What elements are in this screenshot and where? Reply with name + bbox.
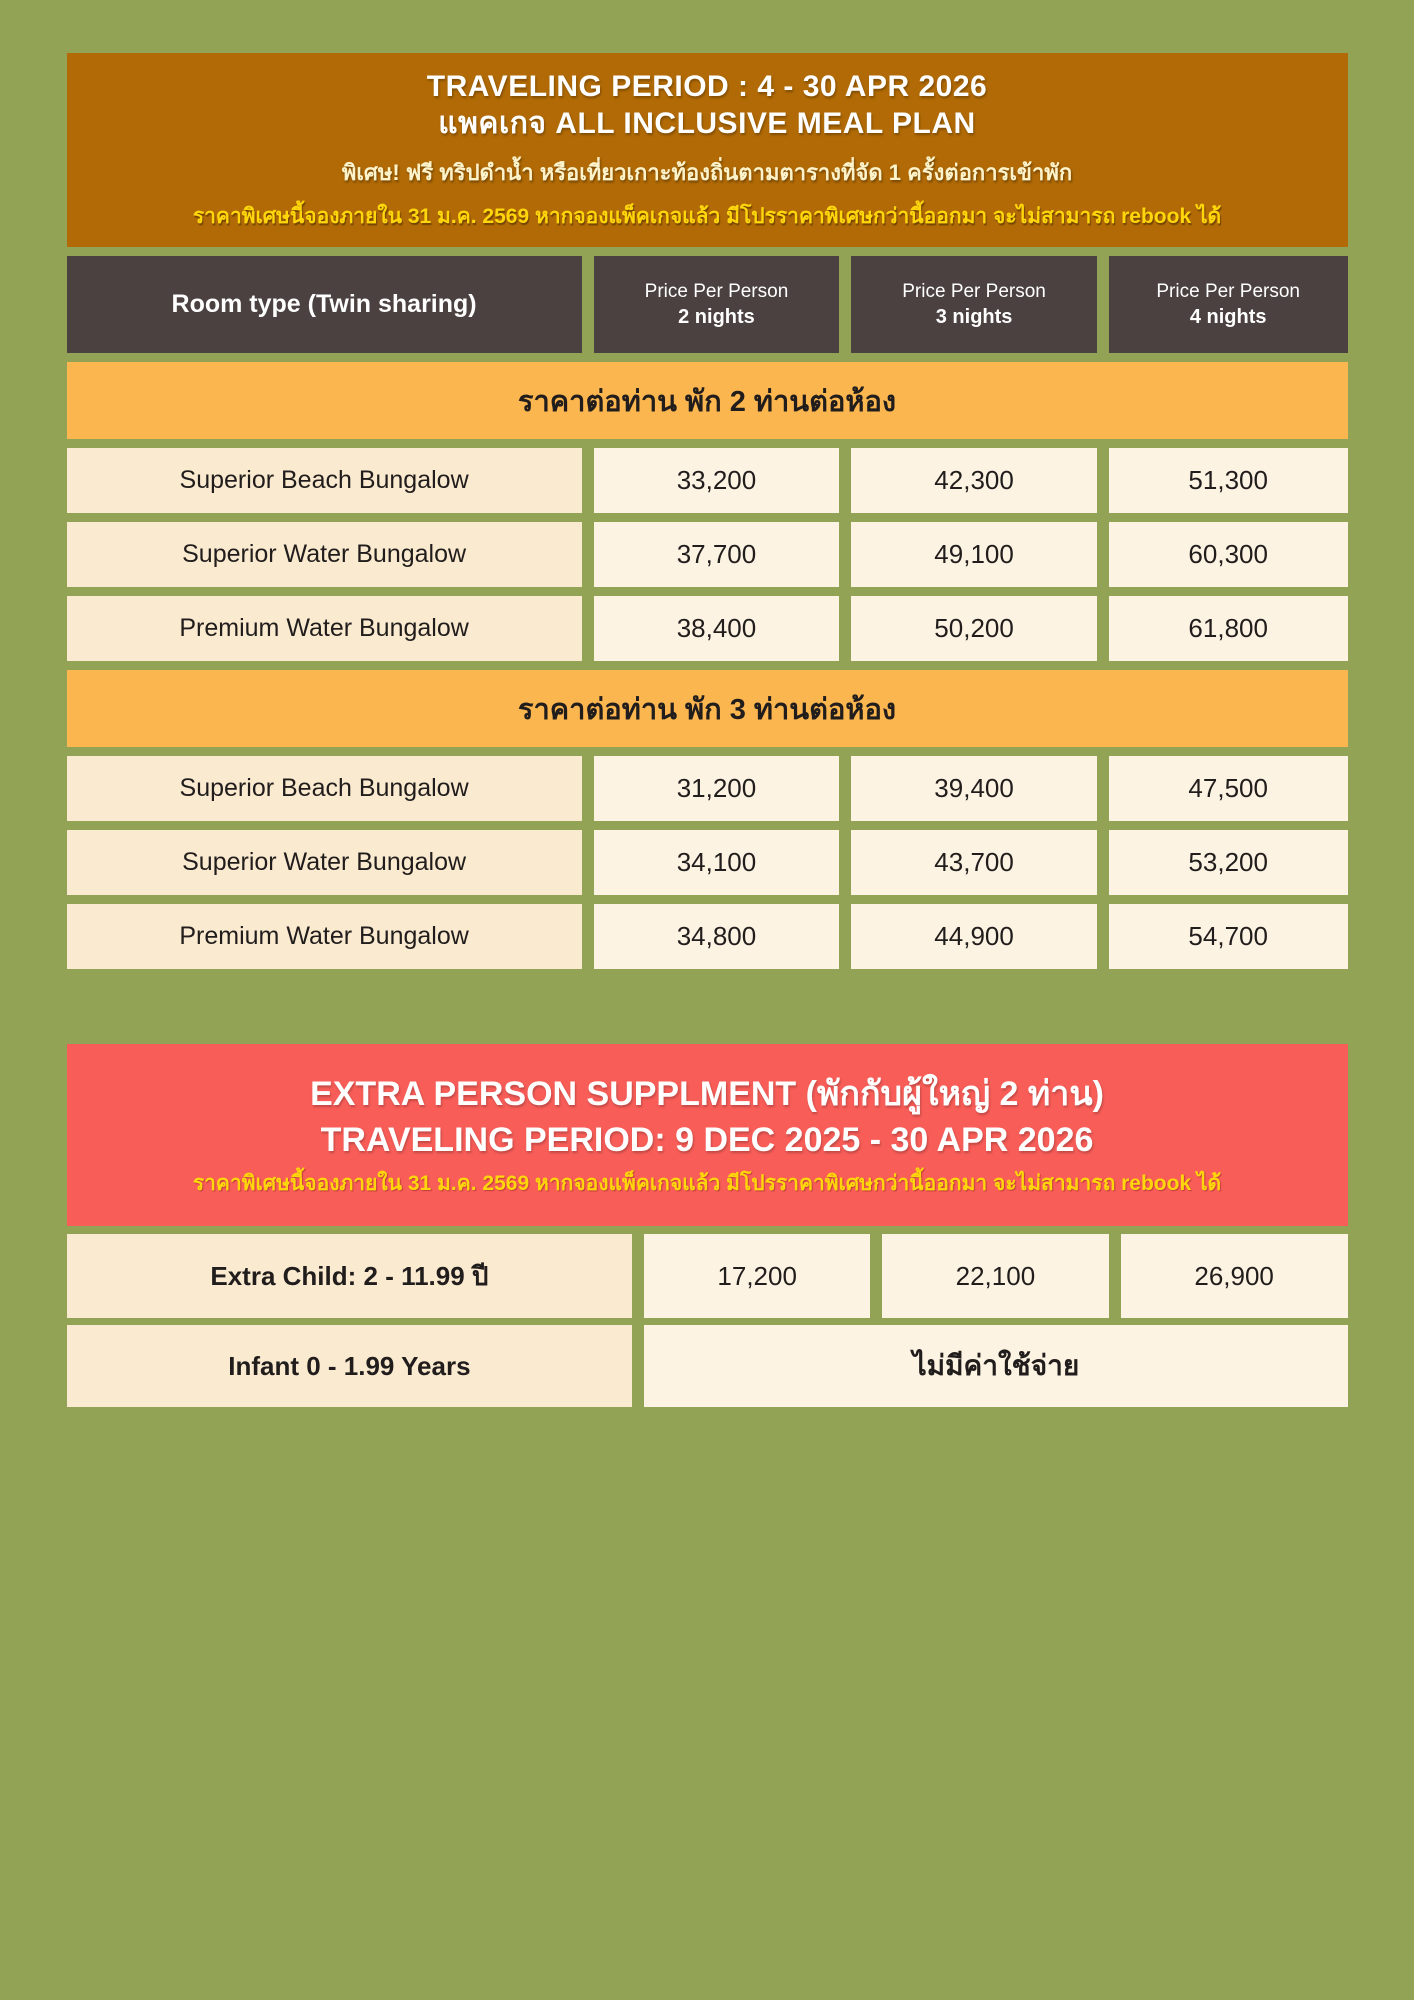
room-name: Superior Beach Bungalow [67, 448, 582, 513]
section-band-3-persons: ราคาต่อท่าน พัก 3 ท่านต่อห้อง [67, 670, 1348, 747]
extra-title-line1: EXTRA PERSON SUPPLMENT (พักกับผู้ใหญ่ 2 ท่าน) [310, 1074, 1104, 1113]
price-cell: 60,300 [1109, 522, 1348, 587]
header-title-line2: แพคเกจ ALL INCLUSIVE MEAL PLAN [438, 106, 976, 140]
price-cell: 54,700 [1109, 904, 1348, 969]
flyer-content [67, 0, 1348, 1407]
price-per-person-label: Price Per Person [902, 280, 1046, 302]
price-cell: 34,100 [594, 830, 840, 895]
price-cell: 26,900 [1121, 1234, 1348, 1318]
price-cell: 37,700 [594, 522, 840, 587]
price-cell: 17,200 [644, 1234, 870, 1318]
extra-person-table [67, 1234, 1348, 1407]
header-title-line1: TRAVELING PERIOD : 4 - 30 APR 2026 [426, 69, 988, 103]
room-name: Superior Water Bungalow [67, 522, 582, 587]
room-name: Superior Water Bungalow [67, 830, 582, 895]
price-cell: 39,400 [851, 756, 1097, 821]
price-cell: 53,200 [1109, 830, 1348, 895]
price-cell: 33,200 [594, 448, 840, 513]
header-promo-line: พิเศษ! ฟรี ทริปดำน้ำ หรือเที่ยวเกาะท้องถิ่นตามตารางที่จัด 1 ครั้งต่อการเข้าพัก [341, 159, 1073, 185]
traveling-period-header [67, 53, 1348, 247]
column-header-3-nights [851, 256, 1097, 353]
column-header-room-type: Room type (Twin sharing) [67, 256, 582, 353]
infant-free-of-charge-cell: ไม่มีค่าใช้จ่าย [644, 1325, 1347, 1407]
nights-label: 4 nights [1189, 305, 1267, 328]
price-cell: 61,800 [1109, 596, 1348, 661]
price-cell: 31,200 [594, 756, 840, 821]
price-cell: 47,500 [1109, 756, 1348, 821]
nights-label: 2 nights [678, 305, 755, 328]
column-header-4-nights [1109, 256, 1348, 353]
price-cell: 38,400 [594, 596, 840, 661]
price-table [67, 256, 1348, 969]
header-booking-note: ราคาพิเศษนี้จองภายใน 31 ม.ค. 2569 หากจองแพ็คเกจแล้ว มีโปรราคาพิเศษกว่านี้ออกมา จะไม่สามารถ rebook ได้ [192, 204, 1222, 228]
price-per-person-label: Price Per Person [1156, 280, 1300, 302]
price-cell: 22,100 [882, 1234, 1109, 1318]
price-cell: 50,200 [851, 596, 1097, 661]
price-cell: 51,300 [1109, 448, 1348, 513]
infant-label: Infant 0 - 1.99 Years [67, 1325, 633, 1407]
room-name: Premium Water Bungalow [67, 596, 582, 661]
nights-label: 3 nights [935, 305, 1013, 328]
extra-title-line2: TRAVELING PERIOD: 9 DEC 2025 - 30 APR 2026 [320, 1120, 1094, 1159]
price-cell: 49,100 [851, 522, 1097, 587]
extra-booking-note: ราคาพิเศษนี้จองภายใน 31 ม.ค. 2569 หากจองแพ็คเกจแล้ว มีโปรราคาพิเศษกว่านี้ออกมา จะไม่สามารถ rebook ได้ [192, 1171, 1222, 1195]
price-cell: 44,900 [851, 904, 1097, 969]
price-cell: 42,300 [851, 448, 1097, 513]
room-name: Premium Water Bungalow [67, 904, 582, 969]
price-cell: 34,800 [594, 904, 840, 969]
extra-person-header [67, 1044, 1348, 1226]
room-name: Superior Beach Bungalow [67, 756, 582, 821]
extra-child-label: Extra Child: 2 - 11.99 ปี [67, 1234, 633, 1318]
price-cell: 43,700 [851, 830, 1097, 895]
column-header-2-nights [594, 256, 840, 353]
price-per-person-label: Price Per Person [644, 280, 789, 302]
section-band-2-persons: ราคาต่อท่าน พัก 2 ท่านต่อห้อง [67, 362, 1348, 439]
